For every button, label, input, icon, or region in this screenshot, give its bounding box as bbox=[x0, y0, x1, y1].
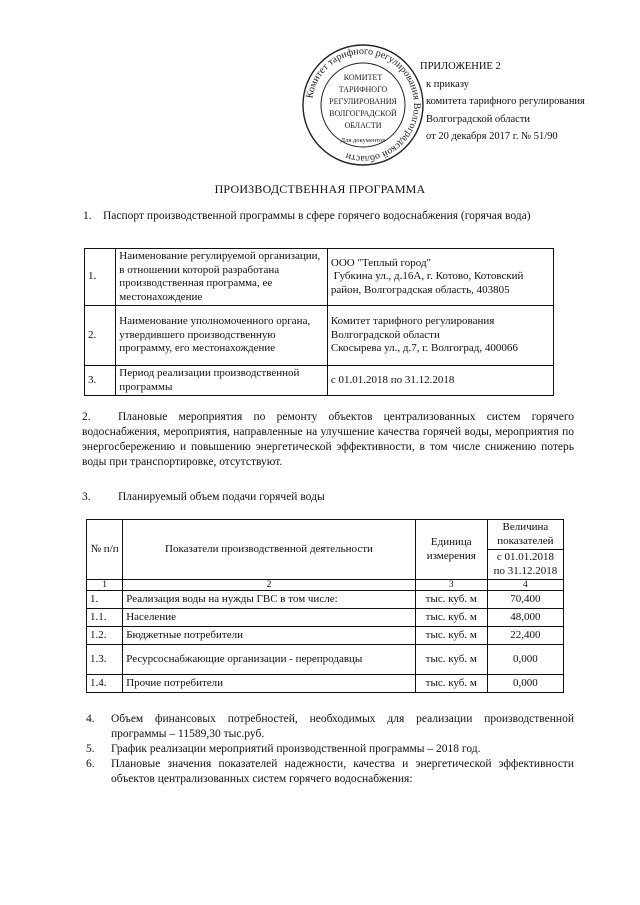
row-value: 0,000 bbox=[487, 675, 563, 693]
stamp-line: ВОЛГОГРАДСКОЙ bbox=[329, 109, 397, 118]
row-unit: тыс. куб. м bbox=[415, 645, 487, 675]
index-cell: 2 bbox=[123, 580, 416, 591]
appendix-line: от 20 декабря 2017 г. № 51/90 bbox=[426, 131, 558, 142]
section-2 bbox=[82, 410, 574, 470]
table-row bbox=[85, 306, 554, 366]
stamp-outer-text: Комитет тарифного регулирования Волгоградской области bbox=[304, 45, 423, 165]
row-number: 1.3. bbox=[87, 645, 123, 675]
value-line: Комитет тарифного регулирования Волгоградской области bbox=[330, 315, 495, 341]
item-text: График реализации мероприятий производственной программы – 2018 год. bbox=[111, 743, 481, 755]
header-value: Величина показателей bbox=[487, 520, 563, 550]
list-item bbox=[86, 712, 574, 742]
row-name: Бюджетные потребители bbox=[123, 627, 416, 645]
table-row bbox=[85, 249, 554, 306]
document-title: ПРОИЗВОДСТВЕННАЯ ПРОГРАММА bbox=[214, 182, 426, 196]
stamp-bottom-text: Для документов bbox=[340, 137, 386, 144]
row-name: Прочие потребители bbox=[123, 675, 416, 693]
row-unit: тыс. куб. м bbox=[415, 591, 487, 609]
appendix-line: комитета тарифного регулирования bbox=[426, 96, 585, 107]
table-row bbox=[87, 645, 564, 675]
numbered-list bbox=[86, 712, 574, 787]
value-line: ООО "Теплый город" bbox=[330, 256, 432, 269]
appendix-line: к приказу bbox=[426, 78, 469, 90]
appendix-header bbox=[404, 58, 585, 146]
row-label: Период реализации производственной программы bbox=[116, 366, 328, 396]
header-num: № п/п bbox=[87, 520, 123, 580]
row-name: Ресурсоснабжающие организации - перепродавцы bbox=[123, 645, 416, 675]
row-number: 1. bbox=[87, 591, 123, 609]
row-number: 1. bbox=[85, 249, 116, 306]
row-label: Наименование регулируемой организации, в отношении которой разработана производственная программа, ее местонахождение bbox=[116, 249, 328, 306]
section-1 bbox=[83, 209, 575, 224]
appendix-title: ПРИЛОЖЕНИЕ 2 bbox=[420, 61, 501, 72]
index-cell: 4 bbox=[487, 580, 563, 591]
table-row bbox=[87, 627, 564, 645]
volume-table bbox=[86, 519, 564, 693]
index-cell: 1 bbox=[87, 580, 123, 591]
item-number: 6. bbox=[86, 758, 95, 770]
item-text: Объем финансовых потребностей, необходимых для реализации производственной программы – 11589,30 тыс.руб. bbox=[111, 713, 574, 740]
row-value: 0,000 bbox=[487, 645, 563, 675]
row-value: 48,000 bbox=[487, 609, 563, 627]
row-value bbox=[327, 306, 553, 366]
value-line: с 01.01.2018 по 31.12.2018 bbox=[330, 373, 455, 386]
list-item bbox=[86, 742, 574, 757]
section-text: Паспорт производственной программы в сфере горячего водоснабжения (горячая вода) bbox=[103, 210, 531, 222]
appendix-line: Волгоградской области bbox=[426, 113, 531, 125]
row-number: 3. bbox=[85, 366, 116, 396]
row-unit: тыс. куб. м bbox=[415, 609, 487, 627]
row-number: 1.2. bbox=[87, 627, 123, 645]
row-unit: тыс. куб. м bbox=[415, 627, 487, 645]
row-number: 2. bbox=[85, 306, 116, 366]
passport-table bbox=[84, 248, 554, 396]
value-line: Губкина ул., д.16А, г. Котово, Котовский район, Волгоградская область, 403805 bbox=[330, 270, 527, 296]
section-text: Плановые мероприятия по ремонту объектов централизованных систем горячего водоснабжения, мероприятия, направленные на улучшение качества горячей воды, мероприятия по энергосбережению и повышению энергетической эффективности, в том числе снижению потерь воды при транспортировке, отсутствуют. bbox=[82, 411, 574, 468]
index-cell: 3 bbox=[415, 580, 487, 591]
index-row bbox=[87, 580, 564, 591]
section-number: 2. bbox=[82, 411, 91, 423]
row-value: 70,400 bbox=[487, 591, 563, 609]
header-period: с 01.01.2018 по 31.12.2018 bbox=[487, 550, 563, 580]
stamp-line: ОБЛАСТИ bbox=[344, 121, 382, 130]
header-unit: Единица измерения bbox=[415, 520, 487, 580]
table-row bbox=[85, 366, 554, 396]
item-number: 4. bbox=[86, 713, 95, 725]
list-item bbox=[86, 757, 574, 787]
stamp-line: ТАРИФНОГО bbox=[338, 85, 388, 94]
value-line: Скосырева ул., д.7, г. Волгоград, 400066 bbox=[330, 342, 518, 355]
stamp-line: КОМИТЕТ bbox=[343, 73, 383, 82]
row-unit: тыс. куб. м bbox=[415, 675, 487, 693]
row-value: 22,400 bbox=[487, 627, 563, 645]
table-row bbox=[87, 591, 564, 609]
header-row bbox=[87, 520, 564, 550]
section-number: 1. bbox=[83, 210, 92, 222]
row-label: Наименование уполномоченного органа, утвердившего производственную программу, его местонахождение bbox=[116, 306, 328, 366]
table-row bbox=[87, 675, 564, 693]
row-value bbox=[327, 366, 553, 396]
row-number: 1.1. bbox=[87, 609, 123, 627]
header-indicator: Показатели производственной деятельности bbox=[123, 520, 416, 580]
stamp-line: РЕГУЛИРОВАНИЯ bbox=[329, 97, 397, 106]
row-name: Реализация воды на нужды ГВС в том числе: bbox=[123, 591, 416, 609]
item-text: Плановые значения показателей надежности, качества и энергетической эффективности объектов централизованных систем горячего водоснабжения: bbox=[111, 758, 574, 785]
section-text: Планируемый объем подачи горячей воды bbox=[118, 491, 325, 503]
row-number: 1.4. bbox=[87, 675, 123, 693]
item-number: 5. bbox=[86, 743, 95, 755]
section-3 bbox=[82, 491, 325, 503]
row-value bbox=[327, 249, 553, 306]
row-name: Население bbox=[123, 609, 416, 627]
table-row bbox=[87, 609, 564, 627]
section-number: 3. bbox=[82, 491, 91, 503]
